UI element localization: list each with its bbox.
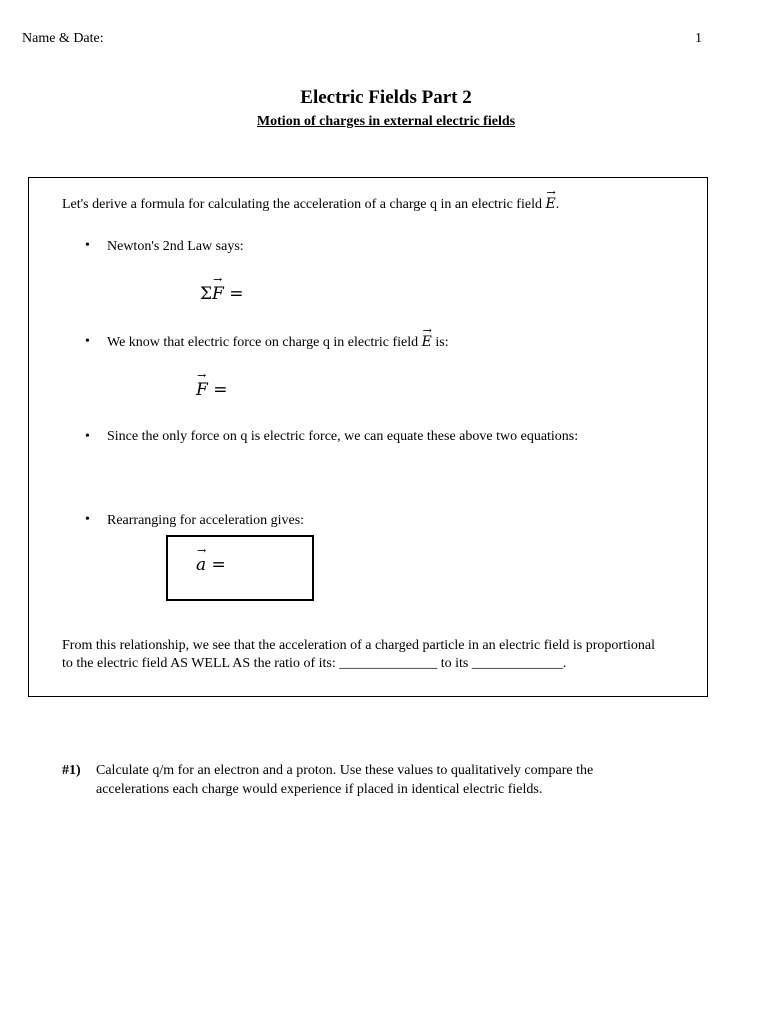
bullet-newtons-law: Newton's 2nd Law says: (107, 239, 244, 254)
force-vector-symbol: → F (196, 380, 208, 400)
sigma-symbol: Σ (200, 284, 213, 304)
acceleration-vector-symbol: → a (196, 555, 206, 575)
page-number: 1 (695, 31, 702, 46)
question-number: #1) (62, 763, 81, 778)
electric-field-symbol: → E (422, 333, 432, 351)
equals-sign: = (223, 284, 244, 304)
intro-text-end: . (555, 197, 560, 212)
equation-acceleration (196, 555, 226, 575)
page-subtitle: Motion of charges in external electric fields (256, 114, 516, 129)
electric-field-symbol: → E (545, 195, 555, 213)
bullet-electric-force (107, 333, 449, 352)
acceleration-answer-box[interactable] (166, 535, 314, 601)
question-line-1: Calculate q/m for an electron and a proton. Use these values to qualitatively compare the (96, 763, 594, 778)
page-title: Electric Fields Part 2 (300, 87, 472, 108)
force-vector-symbol: → F (212, 284, 224, 304)
bullet-electric-force-end: is: (431, 335, 449, 350)
name-date-label: Name & Date: (22, 31, 104, 46)
bullet-equate: Since the only force on q is electric force, we can equate these above two equations: (107, 429, 579, 444)
bullet-dot: • (85, 429, 90, 444)
bullet-dot: • (85, 238, 90, 253)
bullet-rearranging: Rearranging for acceleration gives: (107, 513, 305, 528)
intro-text-body: Let's derive a formula for calculating the acceleration of a charge q in an electric field (62, 197, 546, 212)
conclusion-line-2: to the electric field AS WELL AS the ratio of its: ______________ to its _____________. (62, 656, 567, 671)
bullet-dot: • (85, 512, 90, 527)
equals-sign: = (207, 380, 228, 400)
bullet-dot: • (85, 334, 90, 349)
equation-force (196, 380, 227, 400)
equals-sign: = (206, 555, 226, 575)
bullet-electric-force-text: We know that electric force on charge q in electric field (107, 335, 422, 350)
conclusion-line-1: From this relationship, we see that the acceleration of a charged particle in an electric field is proportional (62, 638, 655, 653)
equation-sum-force (200, 284, 243, 304)
intro-text (62, 195, 559, 214)
question-line-2: accelerations each charge would experience if placed in identical electric fields. (96, 782, 543, 797)
